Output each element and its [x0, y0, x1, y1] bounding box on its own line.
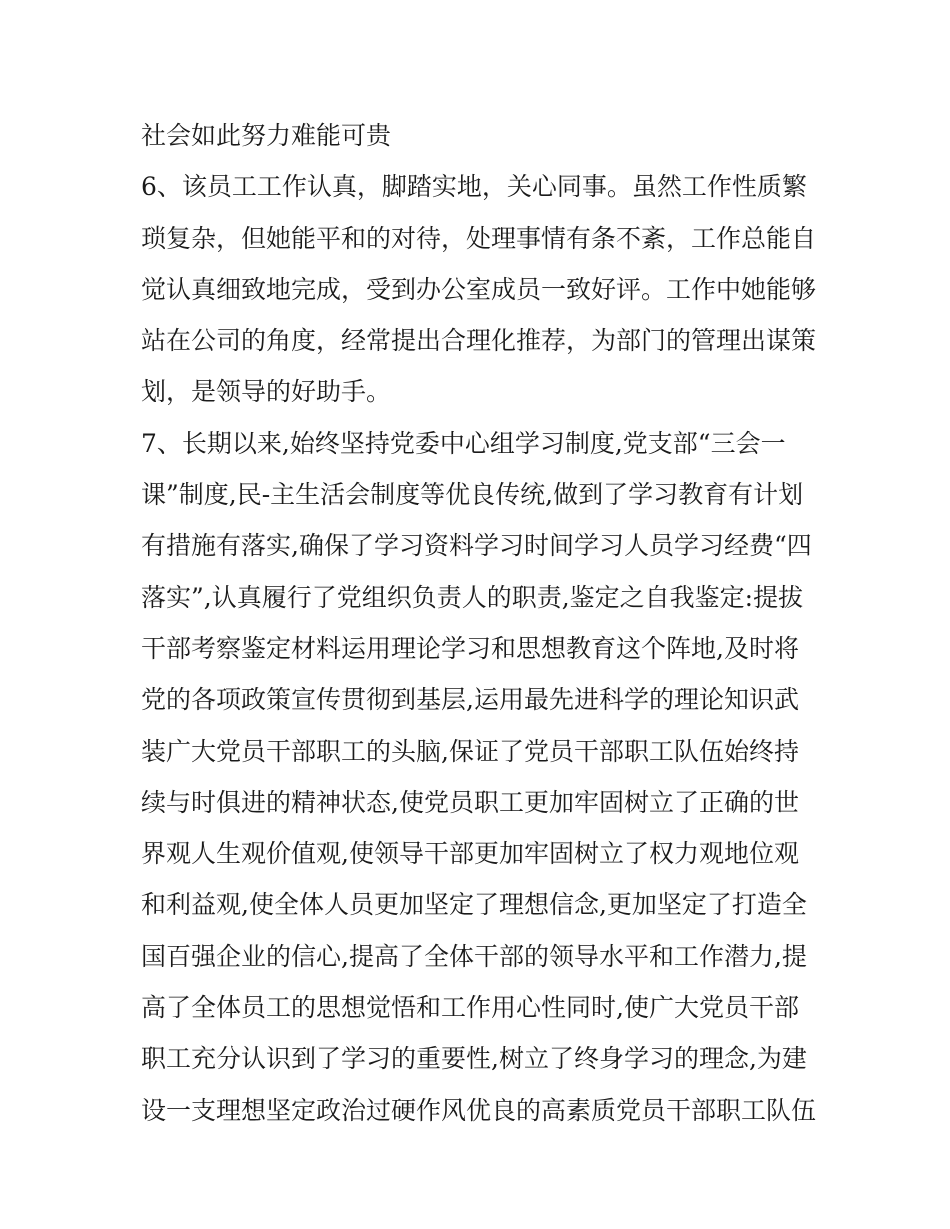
text-line: 课”制度,民-主生活会制度等优良传统,做到了学习教育有计划	[141, 480, 804, 510]
text-line: 设一支理想坚定政治过硬作风优良的高素质党员干部职工队伍	[141, 1095, 817, 1125]
text-line: 觉认真细致地完成，受到办公室成员一致好评。工作中她能够	[141, 274, 817, 304]
text-line: 国百强企业的信心,提高了全体干部的领导水平和工作潜力,提	[141, 941, 807, 971]
text-line: 划，是领导的好助手。	[141, 377, 392, 407]
text-line: 和利益观,使全体人员更加坚定了理想信念,更加坚定了打造全	[141, 890, 807, 920]
text-line: 琐复杂，但她能平和的对待，处理事情有条不紊，工作总能自	[141, 223, 817, 253]
text-line: 党的各项政策宣传贯彻到基层,运用最先进科学的理论知识武	[141, 685, 799, 715]
text-line: 高了全体员工的思想觉悟和工作用心性同时,使广大党员干部	[141, 993, 799, 1023]
text-line: 站在公司的角度，经常提出合理化推荐，为部门的管理出谋策	[141, 326, 817, 356]
text-line: 6、该员工工作认真，脚踏实地，关心同事。虽然工作性质繁	[141, 172, 807, 202]
text-line: 续与时俱进的精神状态,使党员职工更加牢固树立了正确的世	[141, 787, 799, 817]
document-body	[141, 110, 841, 1136]
text-line: 7、长期以来,始终坚持党委中心组学习制度,党支部“三会一	[141, 428, 786, 458]
text-line: 干部考察鉴定材料运用理论学习和思想教育这个阵地,及时将	[141, 633, 799, 663]
text-line: 装广大党员干部职工的头脑,保证了党员干部职工队伍始终持	[141, 736, 799, 766]
text-line: 落实”,认真履行了党组织负责人的职责,鉴定之自我鉴定:提拔	[141, 582, 804, 612]
text-line: 社会如此努力难能可贵	[141, 121, 392, 150]
text-line: 界观人生观价值观,使领导干部更加牢固树立了权力观地位观	[141, 839, 799, 869]
text-line: 有措施有落实,确保了学习资料学习时间学习人员学习经费“四	[141, 531, 812, 561]
text-line: 职工充分认识到了学习的重要性,树立了终身学习的理念,为建	[141, 1044, 807, 1074]
